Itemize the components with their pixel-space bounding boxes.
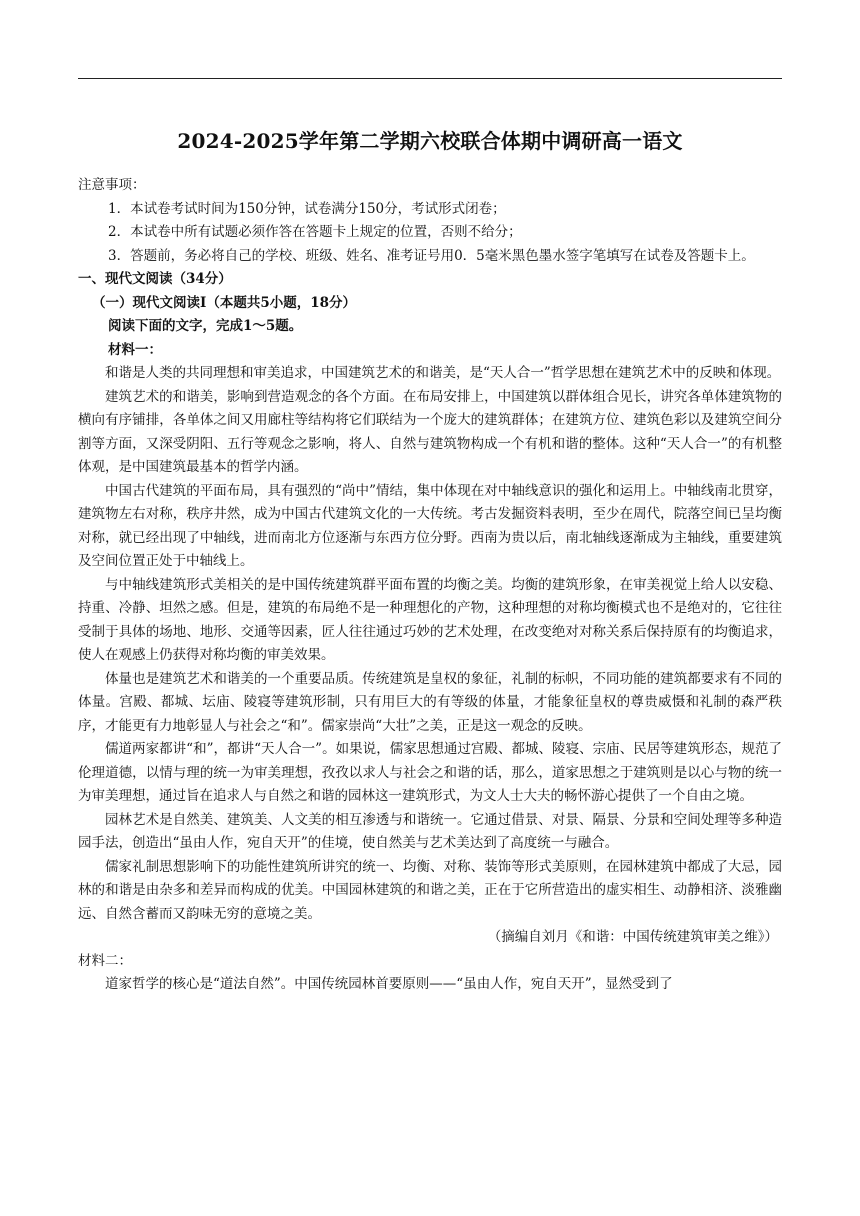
notice-item: 3．答题前，务必将自己的学校、班级、姓名、准考证号用0．5毫米黑色墨水签字笔填写在试卷及答题卡上。 [108,247,755,264]
notice-heading: 注意事项： [78,177,146,193]
page-content [78,126,782,997]
material1-paragraph: 与中轴线建筑形式美相关的是中国传统建筑群平面布置的均衡之美。均衡的建筑形象，在审美视觉上给人以安稳、持重、冷静、坦然之感。但是，建筑的布局绝不是一种理想化的产物，这种理想的对称均衡模式也不是绝对的，它往往受制于具体的场地、地形、交通等因素，匠人往往通过巧妙的艺术处理，在改变绝对对称关系后保持原有的均衡追求，使人在观感上仍获得对称均衡的审美效果。 [78,576,782,663]
material1-paragraph: 建筑艺术的和谐美，影响到营造观念的各个方面。在布局安排上，中国建筑以群体组合见长，讲究各单体建筑物的横向有序铺排，各单体之间又用廊柱等结构将它们联结为一个庞大的建筑群体；在建筑方位、建筑色彩以及建筑空间分割等方面，又深受阴阳、五行等观念之影响，将人、自然与建筑物构成一个有机和谐的整体。这种“天人合一”的有机整体观，是中国建筑最基本的哲学内涵。 [78,388,782,475]
material1-paragraph: 园林艺术是自然美、建筑美、人文美的相互渗透与和谐统一。它通过借景、对景、隔景、分景和空间处理等多种造园手法，创造出“虽由人作，宛自天开”的佳境，使自然美与艺术美达到了高度统一与融合。 [78,811,782,851]
material1-paragraph: 儒家礼制思想影响下的功能性建筑所讲究的统一、均衡、对称、装饰等形式美原则，在园林建筑中都成了大忌，园林的和谐是由杂多和差异而构成的优美。中国园林建筑的和谐之美，正在于它所营造出的虚实相生、动静相济、淡雅幽远、自然含蓄而又韵味无穷的意境之美。 [78,858,782,922]
material1-label: 材料一： [108,341,162,358]
notice-item: 2．本试卷中所有试题必须作答在答题卡上规定的位置，否则不给分； [108,224,522,240]
material1-paragraph: 儒道两家都讲“和”，都讲“天人合一”。如果说，儒家思想通过宫殿、都城、陵寝、宗庙、民居等建筑形态，规范了伦理道德，以情与理的统一为审美理想，孜孜以求人与社会之和谐的话，那么，道家思想之于建筑则是以心与物的统一为审美理想，通过旨在追求人与自然之和谐的园林这一建筑形式，为文人士大夫的畅怀游心提供了一个自由之境。 [78,741,782,804]
header-rule [78,78,782,79]
reading-instruction: 阅读下面的文字，完成1～5题。 [108,318,303,334]
subsection-heading: （一）现代文阅读Ⅰ（本题共5小题，18分） [92,294,356,311]
notice-list [78,198,782,269]
material2-label: 材料二： [78,952,132,969]
material1-paragraph: 和谐是人类的共同理想和审美追求，中国建筑艺术的和谐美，是“天人合一”哲学思想在建筑艺术中的反映和体现。 [105,365,781,381]
material1-paragraph: 中国古代建筑的平面布局，具有强烈的“尚中”情结，集中体现在对中轴线意识的强化和运用上。中轴线南北贯穿，建筑物左右对称，秩序井然，成为中国古代建筑文化的一大传统。考古发掘资料表明，至少在周代，院落空间已呈均衡对称，就已经出现了中轴线，进而南北方位逐渐与东西方位分野。西南为贵以后，南北轴线逐渐成为主轴线，重要建筑及空间位置正处于中轴线上。 [78,482,782,569]
section-heading: 一、现代文阅读（34分） [78,271,232,287]
material2-paragraph: 道家哲学的核心是“道法自然”。中国传统园林首要原则——“虽由人作，宛自天开”，显然受到了 [105,976,673,992]
material1-source: （摘编自刘月《和谐：中国传统建筑审美之维》） [487,929,778,945]
exam-title: 2024-2025学年第二学期六校联合体期中调研高一语文 [177,129,683,153]
material1-paragraph: 体量也是建筑艺术和谐美的一个重要品质。传统建筑是皇权的象征，礼制的标帜，不同功能的建筑都要求有不同的体量。宫殿、都城、坛庙、陵寝等建筑形制，只有用巨大的有等级的体量，才能象征皇权的尊贵威慑和礼制的森严秩序，才能更有力地彰显人与社会之“和”。儒家崇尚“大壮”之美，正是这一观念的反映。 [78,670,782,734]
notice-item: 1．本试卷考试时间为150分钟，试卷满分150分，考试形式闭卷； [108,200,506,217]
